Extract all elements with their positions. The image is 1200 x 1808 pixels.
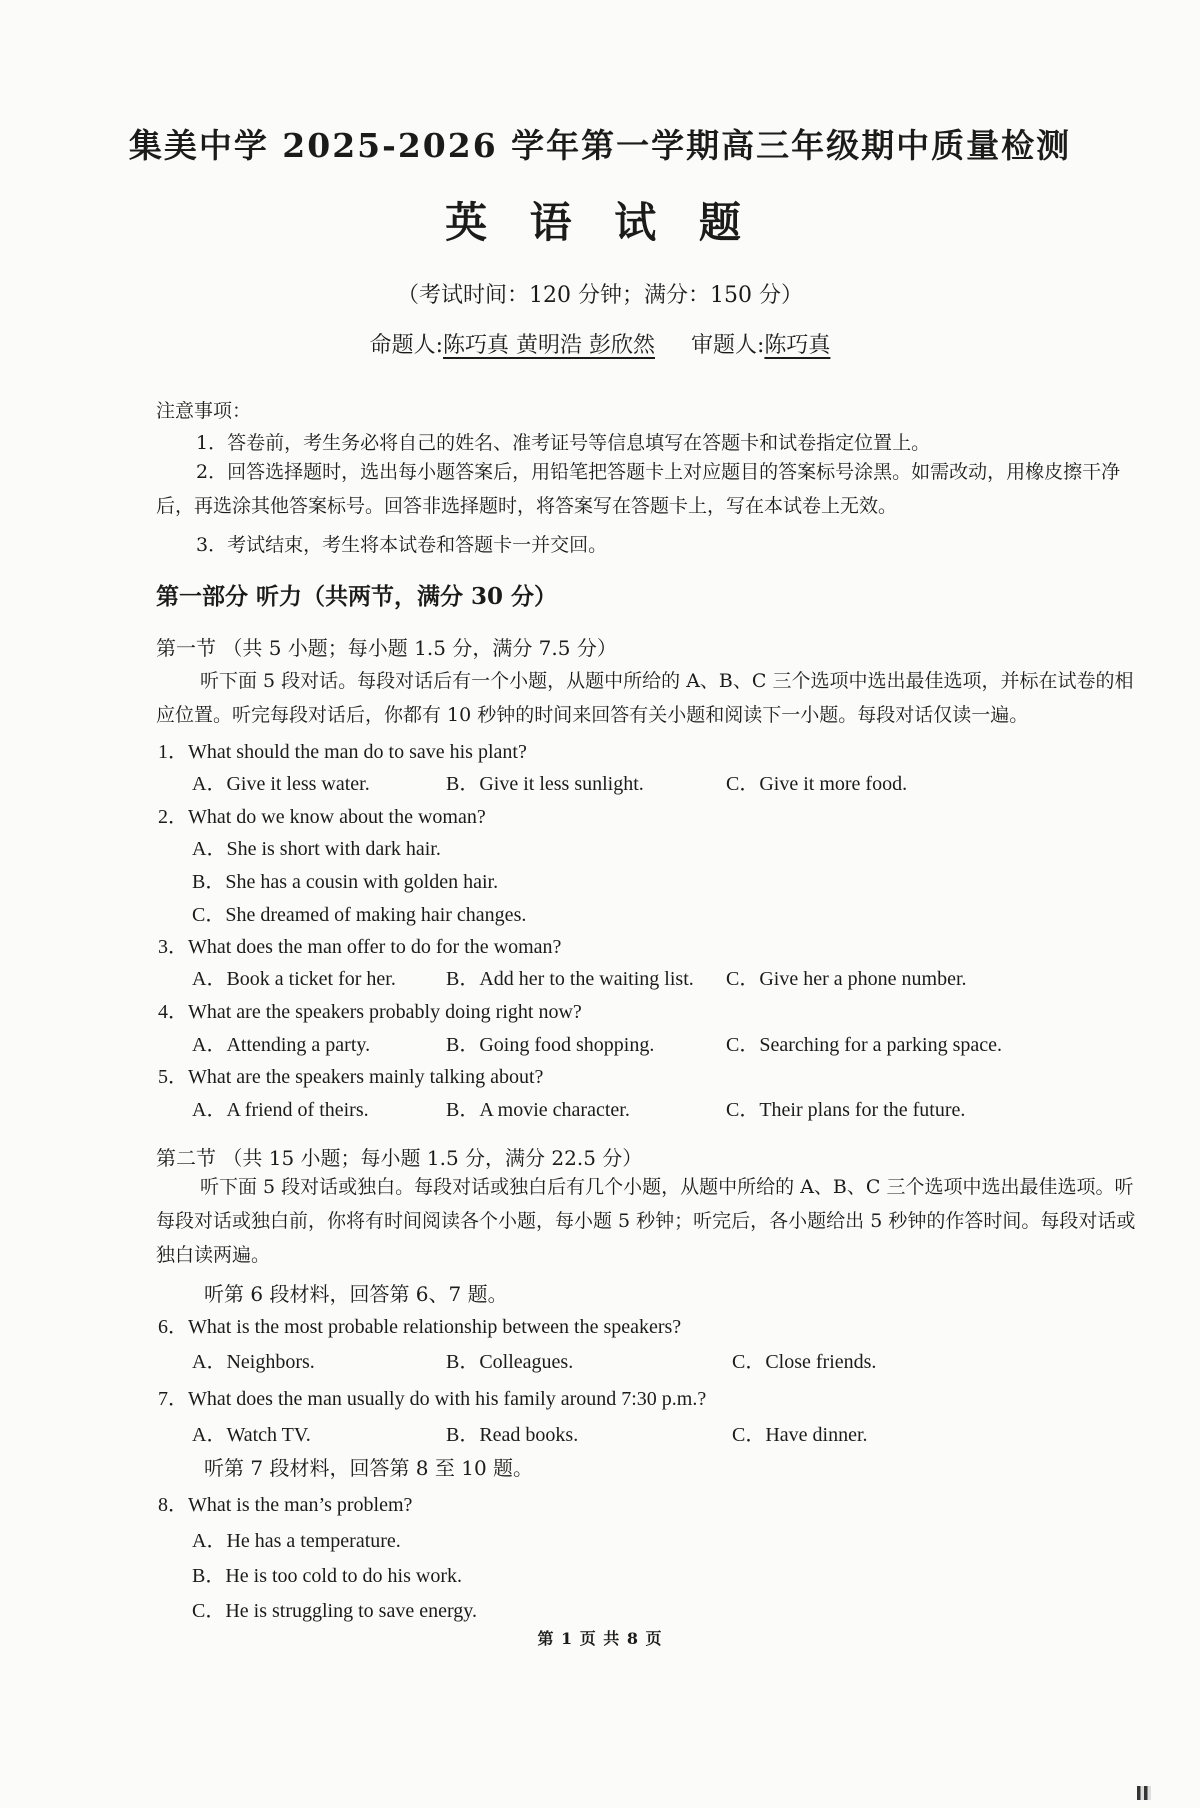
author-names: 陈巧真 黄明浩 彭欣然	[442, 333, 655, 358]
question-1: 1．What should the man do to save his plant?	[158, 741, 527, 763]
author-label: 命题人:	[369, 333, 443, 358]
authors-line	[0, 328, 1200, 359]
q5-option-c: C．Their plans for the future.	[726, 1099, 966, 1121]
q2-option-c: C．She dreamed of making hair changes.	[192, 904, 527, 926]
section2-heading: 第二节 （共 15 小题；每小题 1.5 分，满分 22.5 分）	[156, 1146, 643, 1170]
q6-option-c: C．Close friends.	[732, 1351, 877, 1373]
exam-info: （考试时间：120 分钟；满分：150 分）	[397, 283, 803, 308]
material-6-label: 听第 6 段材料，回答第 6、7 题。	[204, 1282, 508, 1306]
notes-title: 注意事项：	[156, 400, 252, 422]
question-6: 6．What is the most probable relationship between the speakers?	[158, 1316, 682, 1338]
section1-instructions: 听下面 5 段对话。每段对话后有一个小题，从题中所给的 A、B、C 三个选项中选出最佳选项，并标在试卷的相应位置。听完每段对话后，你都有 10 秒钟的时间来回答有关小题和阅读下一小题。每段对话仅读一遍。	[156, 670, 1134, 726]
q3-option-a: A．Book a ticket for her.	[192, 968, 396, 990]
q8-option-c: C．He is struggling to save energy.	[192, 1600, 477, 1622]
q5-option-a: A．A friend of theirs.	[192, 1099, 369, 1121]
reviewer-label: 审题人:	[690, 333, 765, 358]
q4-option-c: C．Searching for a parking space.	[726, 1034, 1003, 1056]
q1-option-a: A．Give it less water.	[192, 773, 370, 795]
q7-option-b: B．Read books.	[446, 1424, 579, 1446]
page-number: 第 1 页 共 8 页	[537, 1629, 663, 1648]
subject-title: 英 语 试 题	[445, 198, 755, 247]
q7-option-c: C．Have dinner.	[732, 1424, 868, 1446]
q5-option-b: B．A movie character.	[446, 1099, 630, 1121]
q1-option-b: B．Give it less sunlight.	[446, 773, 644, 795]
material-7-label: 听第 7 段材料，回答第 8 至 10 题。	[204, 1456, 534, 1480]
q6-option-a: A．Neighbors.	[192, 1351, 315, 1373]
q3-option-c: C．Give her a phone number.	[726, 968, 967, 990]
note-item-1: 1．答卷前，考生务必将自己的姓名、准考证号等信息填写在答题卡和试卷指定位置上。	[196, 432, 931, 454]
exam-title: 集美中学 2025-2026 学年第一学期高三年级期中质量检测	[128, 126, 1072, 165]
q6-option-b: B．Colleagues.	[446, 1351, 574, 1373]
q2-option-a: A．She is short with dark hair.	[192, 838, 441, 860]
section1-heading: 第一节 （共 5 小题；每小题 1.5 分，满分 7.5 分）	[156, 636, 617, 660]
q7-option-a: A．Watch TV.	[192, 1424, 311, 1446]
question-3: 3．What does the man offer to do for the woman?	[158, 936, 562, 958]
question-5: 5．What are the speakers mainly talking about?	[158, 1066, 544, 1088]
q8-option-a: A．He has a temperature.	[192, 1530, 401, 1552]
q3-option-b: B．Add her to the waiting list.	[446, 968, 694, 990]
q1-option-c: C．Give it more food.	[726, 773, 908, 795]
part1-heading: 第一部分 听力（共两节，满分 30 分）	[156, 583, 558, 610]
question-4: 4．What are the speakers probably doing right now?	[158, 1001, 582, 1023]
q4-option-a: A．Attending a party.	[192, 1034, 371, 1056]
q4-option-b: B．Going food shopping.	[446, 1034, 655, 1056]
note-item-2: 2．回答选择题时，选出每小题答案后，用铅笔把答题卡上对应题目的答案标号涂黑。如需改动，用橡皮擦干净后，再选涂其他答案标号。回答非选择题时，将答案写在答题卡上，写在本试卷上无效。	[156, 461, 1121, 517]
question-2: 2．What do we know about the woman?	[158, 806, 486, 828]
question-8: 8．What is the man’s problem?	[158, 1494, 413, 1516]
qr-code-icon	[1137, 1786, 1151, 1800]
note-item-3: 3．考试结束，考生将本试卷和答题卡一并交回。	[196, 534, 608, 556]
q8-option-b: B．He is too cold to do his work.	[192, 1565, 462, 1587]
question-7: 7．What does the man usually do with his family around 7:30 p.m.?	[158, 1388, 707, 1410]
section2-instructions: 听下面 5 段对话或独白。每段对话或独白后有几个小题，从题中所给的 A、B、C 三个选项中选出最佳选项。听每段对话或独白前，你将有时间阅读各个小题，每小题 5 秒钟；听完后，各小题给出 5 秒钟的作答时间。每段对话或独白读两遍。	[156, 1176, 1136, 1266]
reviewer-name: 陈巧真	[764, 333, 831, 358]
q2-option-b: B．She has a cousin with golden hair.	[192, 871, 499, 893]
